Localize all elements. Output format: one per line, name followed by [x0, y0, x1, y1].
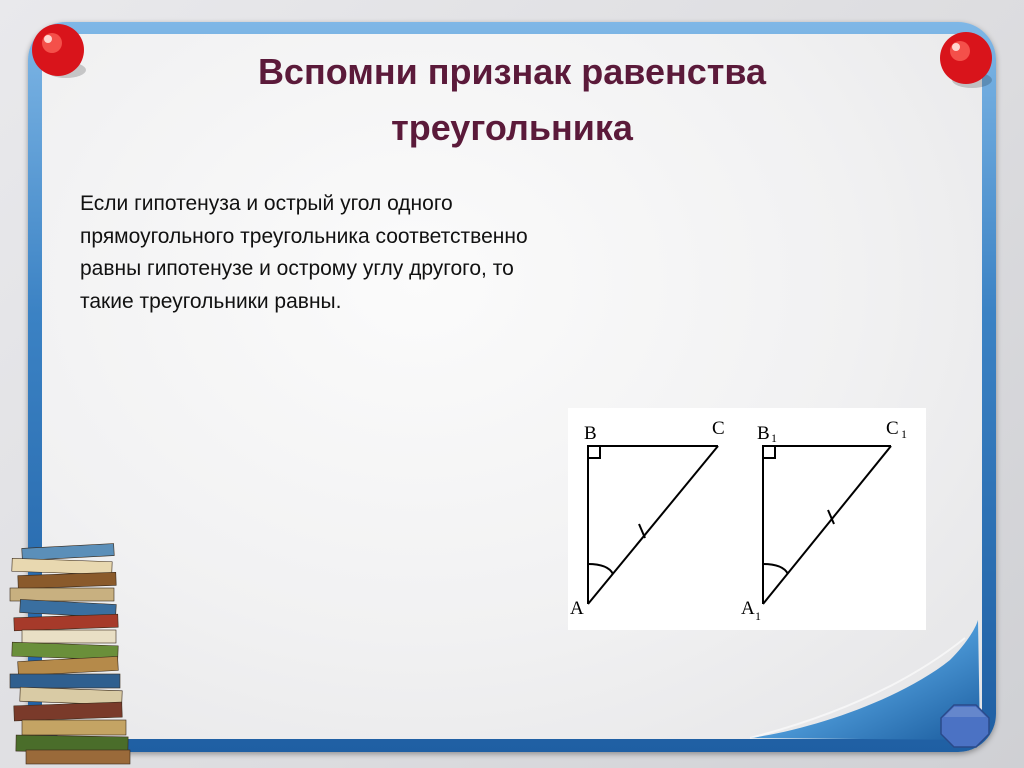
triangle1-right-angle-mark — [588, 446, 600, 458]
triangle1-hypotenuse — [588, 446, 718, 604]
title-line-2: треугольника — [391, 107, 633, 148]
triangle2-label-c: C — [886, 418, 899, 439]
triangle2-label-b: B — [757, 423, 770, 444]
nav-octagon-button[interactable] — [940, 704, 990, 748]
triangle1-tick-mark — [639, 524, 645, 538]
triangle1-label-b: B — [584, 423, 597, 444]
book-stack-icon — [8, 538, 140, 766]
pushpin-icon — [22, 18, 92, 88]
triangle2-hypotenuse — [763, 446, 891, 604]
triangle1-label-a: A — [570, 598, 584, 619]
triangles-figure — [568, 408, 926, 630]
title-line-1: Вспомни признак равенства — [257, 51, 767, 92]
triangle2-label-a-sub: 1 — [755, 609, 761, 623]
triangle2-right-angle-mark — [763, 446, 775, 458]
triangle2-label-c-sub: 1 — [901, 427, 907, 441]
pushpin-icon — [930, 26, 1000, 96]
triangle1-angle-arc — [588, 564, 613, 574]
slide-title — [150, 44, 874, 156]
triangle2-angle-arc — [763, 564, 788, 574]
triangle1-label-c: C — [712, 418, 725, 439]
triangle2-label-a: A — [741, 598, 755, 619]
triangle2-label-b-sub: 1 — [771, 431, 777, 445]
theorem-text: Если гипотенуза и острый угол одного прямоугольного треугольника соответственно равны гипотенузе и острому углу другого, то такие треугольники равны. — [80, 192, 528, 313]
